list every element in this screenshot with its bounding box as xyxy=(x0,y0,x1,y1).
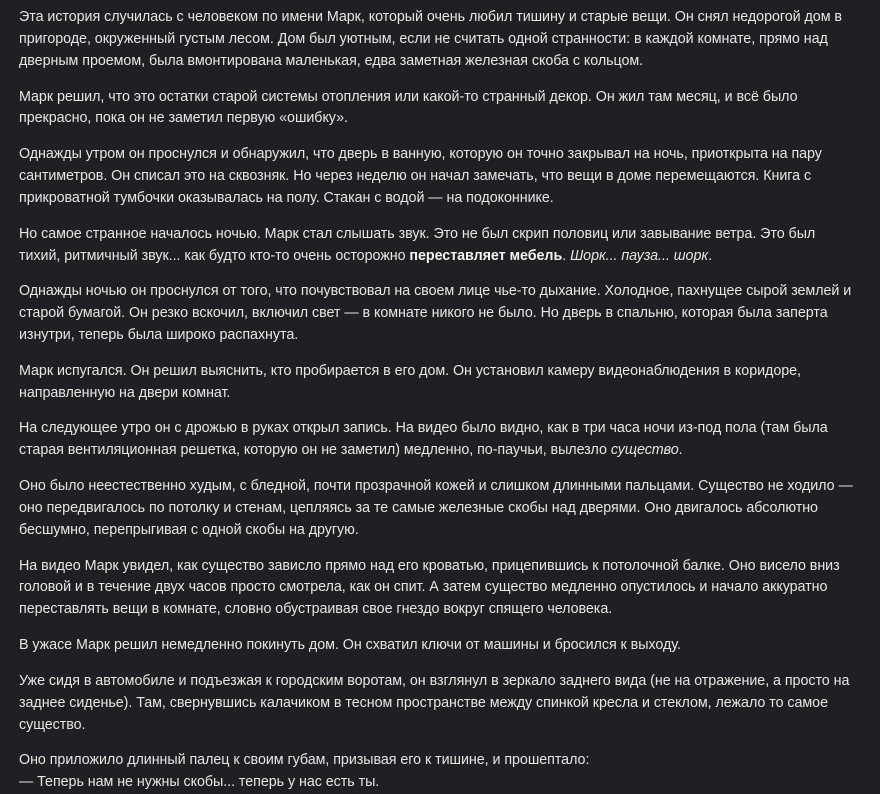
paragraph-7-italic: существо xyxy=(610,442,679,459)
paragraph-4-text: Но самое странное началось ночью. Марк стал слышать звук. Это не был скрип половиц или завывание ветра. Это был тихий, ритмичный звук... как будто кто-то очень осторожно xyxy=(19,225,816,264)
paragraph-5: Однажды ночью он проснулся от того, что почувствовал на своем лице чье-то дыхание. Холодное, пахнущее сырой землей и старой бумагой. Он резко вскочил, включил свет — в комнате никого не было. Но дверь в спальню, которая была заперта изнутри, теперь была широко распахнута. xyxy=(19,283,852,344)
paragraph-4-middle: . xyxy=(562,247,571,264)
paragraph-12-line-1: Оно приложило длинный палец к своим губам, призывая его к тишине, и прошептало: xyxy=(19,752,590,769)
paragraph-4-bold: переставляет мебель xyxy=(409,247,563,264)
paragraph-4-italic: Шорк... пауза... шорк xyxy=(570,247,709,264)
paragraph-12 xyxy=(19,750,858,794)
paragraph-4 xyxy=(19,224,858,268)
paragraph-11: Уже сидя в автомобиле и подъезжая к городским воротам, он взглянул в зеркало заднего вида (не на отражение, а просто на заднее сиденье). Там, свернувшись калачиком в тесном пространстве между спинкой кресла и стеклом, лежало то самое существо. xyxy=(19,672,850,733)
paragraph-1: Эта история случилась с человеком по имени Марк, который очень любил тишину и старые вещи. Он снял недорогой дом в пригороде, окруженный густым лесом. Дом был уютным, если не считать одной странности: в каждой комнате, прямо над дверным проемом, была вмонтирована маленькая, едва заметная железная скоба с кольцом. xyxy=(19,9,842,69)
paragraph-4-end: . xyxy=(708,247,712,264)
paragraph-12-line-2: — Теперь нам не нужны скобы... теперь у нас есть ты. xyxy=(19,774,380,791)
paragraph-9: На видео Марк увидел, как существо зависло прямо над его кроватью, прицепившись к потолочной балке. Оно висело вниз головой и в течение двух часов просто смотрела, как он спит. А затем существо медленно опустилось и начало аккуратно переставлять вещи в комнате, словно обустраивая свое гнездо вокруг спящего человека. xyxy=(19,557,840,618)
paragraph-2: Марк решил, что это остатки старой системы отопления или какой-то странный декор. Он жил там месяц, и всё было прекрасно, пока он не заметил первую «ошибку». xyxy=(19,88,798,127)
paragraph-7-text: На следующее утро он с дрожью в руках открыл запись. На видео было видно, как в три часа ночи из-под пола (там была старая вентиляционная решетка, которую он не заметил) медленно, по-паучьи, вылезло xyxy=(19,420,828,459)
paragraph-7-end: . xyxy=(678,442,683,459)
paragraph-10: В ужасе Марк решил немедленно покинуть дом. Он схватил ключи от машины и бросился к выходу. xyxy=(19,637,681,654)
paragraph-6: Марк испугался. Он решил выяснить, кто пробирается в его дом. Он установил камеру видеонаблюдения в коридоре, направленную на двери комнат. xyxy=(19,362,801,401)
paragraph-8: Оно было неестественно худым, с бледной, почти прозрачной кожей и слишком длинными пальцами. Существо не ходило — оно передвигалось по потолку и стенам, цепляясь за те самые железные скобы над дверями. Оно двигалось абсолютно бесшумно, перепрыгивая с одной скобы на другую. xyxy=(19,477,853,538)
paragraph-7 xyxy=(19,418,858,462)
paragraph-3: Однажды утром он проснулся и обнаружил, что дверь в ванную, которую он точно закрывал на ночь, приоткрыта на пару сантиметров. Он списал это на сквозняк. Но через неделю он начал замечать, что вещи в доме перемещаются. Книга с прикроватной тумбочки оказывалась на полу. Стакан с водой — на подоконнике. xyxy=(19,146,822,206)
